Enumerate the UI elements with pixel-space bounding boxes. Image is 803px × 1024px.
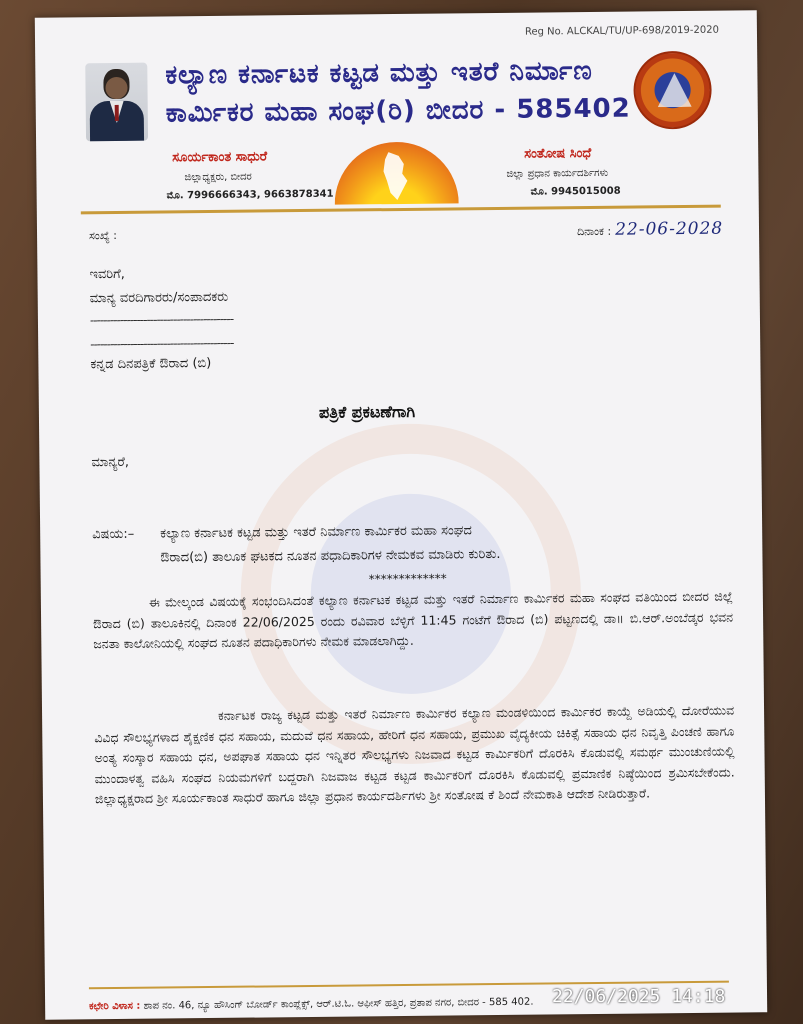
recipient-line1: ಮಾನ್ಯ ವರದಿಗಾರರು/ಸಂಪಾದಕರು (89, 289, 229, 307)
date-field (577, 219, 723, 241)
letter-paper (35, 10, 767, 1020)
recipient-newspaper: ಕನ್ನಡ ದಿನಪತ್ರಿಕೆ ಔರಾದ (ಬಿ) (90, 355, 212, 373)
date-handwritten: 22-06-2028 (615, 218, 724, 240)
registration-number: Reg No. ALCKAL/TU/UP-698/2019-2020 (524, 24, 719, 38)
date-label: ದಿನಾಂಕ : (576, 224, 612, 239)
photo-timestamp: 22/06/2025 14:18 (552, 986, 726, 1007)
salutation: ಮಾನ್ಯರೆ, (91, 454, 130, 471)
header-divider (81, 205, 721, 215)
subject-line2: ಔರಾದ(ಬಿ) ತಾಲೂಕ ಘಟಕದ ನೂತನ ಪಧಾದಿಕಾರಿಗಳ ನೇಮಕವ ಮಾಡಿರು ಕುರಿತು. (160, 546, 501, 566)
secretary-phone: ಮೊ. 9945015008 (530, 185, 621, 198)
reference-label: ಸಂಖ್ಯೆ : (88, 228, 118, 243)
subject-label: ವಿಷಯ:– (92, 526, 135, 543)
subject-line1: ಕಲ್ಯಾಣ ಕರ್ನಾಟಕ ಕಟ್ಟಡ ಮತ್ತು ಇತರೆ ನಿರ್ಮಾಣ ಕಾರ್ಮಿಕರ ಮಹಾ ಸಂಘದ (160, 523, 472, 542)
secretary-designation: ಜಿಲ್ಲಾ ಪ್ರಧಾನ ಕಾರ್ಯದರ್ಶಿಗಳು (506, 167, 609, 180)
union-seal-logo (633, 51, 712, 130)
portrait-photo (85, 63, 148, 142)
office-address-label: ಕಛೇರಿ ವಿಳಾಸ : (89, 1000, 141, 1013)
president-phone: ಮೊ. 7996666343, 9663878341 (166, 188, 334, 202)
secretary-name: ಸಂತೋಷ ಸಿಂಧೆ (524, 145, 592, 162)
body-paragraph-1: ಈ ಮೇಲ್ಕಂಡ ವಿಷಯಕ್ಕೆ ಸಂಭಂದಿಸಿದಂತೆ ಕಲ್ಯಾಣ ಕರ್ನಾಟಕ ಕಟ್ಟಡ ಮತ್ತು ಇತರೆ ನಿರ್ಮಾಣ ಕಾರ್ಮಿಕರ ಮಹಾ ಸಂಘದ ವತಿಯಿಂದ ಬೀದರ ಜಿಲ್ಲೆ ಔರಾದ (ಬಿ) ತಾಲೂಕಿನಲ್ಲಿ ದಿನಾಂಕ 22/06/2025 ರಂದು ರವಿವಾರ ಬೆಳ್ಳಿಗೆ 11:45 ಗಂಟೆಗೆ ಔರಾದ (ಬಿ) ಪಟ್ಟಣದಲ್ಲಿ ಡಾ॥ ಬಿ.ಆರ್.ಅಂಬೆಡ್ಕರ ಭವನ ಜನತಾ ಕಾಲೋನಿಯಲ್ಲಿ ಸಂಘದ ನೂತನ ಪದಾಧಿಕಾರಿಗಳು ನೇಮಕ ಮಾಡಲಾಗಿದ್ದು. (93, 588, 734, 652)
recipient-blank2: ------------------------------------------- (90, 335, 234, 352)
karnataka-sun-emblem (334, 141, 459, 204)
recipient-blank1: ------------------------------------------- (89, 311, 234, 328)
office-address (89, 997, 533, 1013)
body-paragraph-2: ಕರ್ನಾಟಕ ರಾಜ್ಯ ಕಟ್ಟಡ ಮತ್ತು ಇತರೆ ನಿರ್ಮಾಣ ಕಾರ್ಮಿಕರ ಕಲ್ಯಾಣ ಮಂಡಳಿಯಿಂದ ಕಾರ್ಮಿಕರ ಕಾಯ್ದೆ ಅಡಿಯಲ್ಲಿ ದೋರೆಯುವ ವಿವಿಧ ಸೌಲಭ್ಯಗಳಾದ ಶೈಕ್ಷಣಿಕ ಧನ ಸಹಾಯ, ಮದುವೆ ಧನ ಸಹಾಯ, ಹೇರಿಗೆ ಧನ ಸಹಾಯ, ಪ್ರಮುಖ ವೈದ್ಯಕೀಯ ಚಿಕಿತ್ಸೆ ಸಹಾಯ ಧನ ನಿವೃತ್ತಿ ಪಿಂಚಣಿ ಹಾಗೂ ಅಂತ್ಯ ಸಂಸ್ಕಾರ ಸಹಾಯ ಧನ, ಅಪಘಾತ ಸಹಾಯ ಧನ ಇನ್ನಿತರ ಸೌಲಭ್ಯಗಳು ನಿಜವಾದ ಕಟ್ಟಡ ಕಾರ್ಮಿಕರಿಗೆ ದೊರಕಿಸಿ ಕೊಡುವಲ್ಲಿ ಸಮರ್ಥ ಮುಂಚುಣಿಯಲ್ಲಿ ಮುಂದಾಳತ್ವ ವಹಿಸಿ ಸಂಘದ ನಿಯಮಗಳಿಗೆ ಬದ್ದರಾಗಿ ನಿಜವಾಜ ಕಟ್ಟಡ ಕಟ್ಟಡ ಕಾರ್ಮಿಕರಿಗೆ ದೊರಕಿಸಿ ಕೊಡುವಲ್ಲಿ ಪ್ರಮಾಣಿಕ ನಿಷ್ಠೆಯಿಂದ ಶ್ರಮಿಸಬೇಕೆಂದು. ಜಿಲ್ಲಾಧ್ಯಕ್ಷರಾದ ಶ್ರೀ ಸೂರ್ಯಕಾಂತ ಸಾಧುರೆ ಹಾಗೂ ಜಿಲ್ಲಾ ಪ್ರಧಾನ ಕಾರ್ಯದರ್ಶಿಗಳು ಶ್ರೀ ಸಂತೋಷ ಕೆ ಶಿಂದೆ ನೇಮಕಾತಿ ಆದೇಶ ನೀಡಿರುತ್ತಾರೆ. (94, 702, 735, 807)
org-title-line2: ಕಾರ್ಮಿಕರ ಮಹಾ ಸಂಘ(ರಿ) ಬೀದರ - 585402 (165, 93, 631, 129)
president-name: ಸೂರ್ಯಕಾಂತ ಸಾಧುರೆ (172, 149, 268, 166)
president-designation: ಜಿಲ್ಲಾಧ್ಯಕ್ಷರು, ಬೀದರ (184, 171, 252, 184)
separator-stars: ************* (368, 571, 447, 587)
org-title-line1: ಕಲ್ಯಾಣ ಕರ್ನಾಟಕ ಕಟ್ಟಡ ಮತ್ತು ಇತರೆ ನಿರ್ಮಾಣ (165, 55, 593, 91)
office-address-text: ಶಾಪ ನಂ. 46, ನ್ಯೂ ಹೌಸಿಂಗ್ ಬೋರ್ಡ್ ಕಾಂಪ್ಲೆಕ್ಸ್, ಆರ್.ಟಿ.ಓ. ಆಫೀಸ್ ಹತ್ತಿರ, ಪ್ರತಾಪ ನಗರ, ಬೀದರ - 585 402. (143, 996, 534, 1012)
recipient-to: ಇವರಿಗೆ, (89, 266, 125, 283)
press-release-heading: ಪತ್ರಿಕೆ ಪ್ರಕಟಣೆಗಾಗಿ (318, 401, 416, 422)
